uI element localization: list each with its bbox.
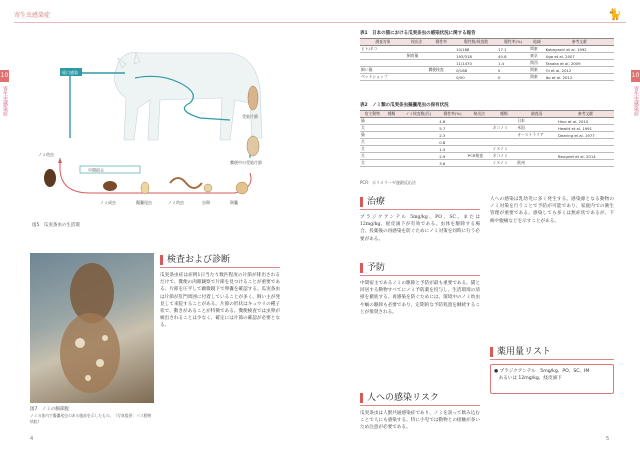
table2-cell (492, 118, 517, 125)
table1-header-cell: 陽性数/検査数 (455, 39, 497, 46)
segment-feces-label: 糞便中の受胎片節 (230, 160, 262, 165)
table2-cell (467, 139, 492, 146)
figure5-caption: 図5 瓜実条虫の生活環 (32, 223, 80, 228)
table2-cell: ネコノミ (492, 153, 517, 160)
table2-cell (516, 146, 557, 153)
table1-cell (427, 60, 455, 67)
chapter-tab-right: 10 (631, 70, 640, 82)
table2-cell: PCR検査 (467, 153, 492, 160)
drug-list-box (490, 364, 614, 394)
diagnosis-heading: 検査および診断 (160, 254, 280, 268)
table1-cell (406, 74, 428, 81)
table2-cell: イヌノミ (492, 146, 517, 153)
table2-cell (385, 125, 399, 132)
table2-cell (557, 139, 614, 146)
table2-cell (467, 132, 492, 139)
table2-cell (398, 139, 438, 146)
table2-cell (516, 153, 557, 160)
table1-cell: Kobayashi et al. 1992 (545, 46, 614, 53)
table1-cell: Ito et al. 2012 (545, 74, 614, 81)
drug-list-item-2: あるいは 12mg/kg、経皮滴下 (494, 376, 562, 382)
table2-cell: Hino et al. 2010 (557, 118, 614, 125)
table1-row (360, 67, 614, 74)
chapter-tab-left: 10 (0, 70, 9, 82)
treatment-text: プラジクアンテル 5mg/kg、PO、SC。または12mg/kg、経皮滴下が有効である。虫体を駆除する場合、投薬後の再感染を防ぐためにノミ対策を同時に行う必要がある。 (360, 215, 480, 242)
running-header: 寄生虫感染症 (14, 12, 51, 19)
table2-cell: 犬 (360, 160, 385, 167)
table2-cell (385, 139, 399, 146)
flea-photo (30, 253, 154, 403)
table2-cell: 5.7 (438, 125, 467, 132)
table2-cell (385, 160, 399, 167)
table2-cell: ネコノミ (492, 125, 517, 132)
table2-cell: 日本 (516, 118, 557, 125)
table2-cell: 2.3 (438, 132, 467, 139)
table1-cell: Oi et al. 2012 (545, 67, 614, 74)
table1-cell (427, 46, 455, 53)
table2-cell: Dearing et al. 1977 (557, 132, 614, 139)
drug-list-heading: 薬用量リスト (490, 346, 614, 360)
table1-cell: 飼い猫 (360, 67, 406, 74)
proglottid-label: 受胎片節 (242, 114, 258, 119)
table2-note: PCR：ポリメラーゼ連鎖反応法 (360, 180, 416, 185)
table2-cell: 犬 (360, 125, 385, 132)
table1-cell (406, 67, 428, 74)
table1-cell: 11/1470 (455, 60, 497, 67)
prevention-heading: 予防 (360, 262, 480, 276)
lifecycle-figure (30, 28, 280, 218)
right-column-text: 人への感染は乳幼児に多く発生する。感染源となる動物のノミ対策を行うことで予防が可能であり、家庭内での衛生管理が重要である。感染しても多くは無症状であるが、下痢や腹痛などを示すことがある。 (490, 197, 614, 224)
flea-adult-label: ノミ成虫 (100, 200, 116, 205)
chapter-title-right: 寄生虫感染症 (633, 86, 639, 116)
drug-list-item-1: ● プラジクアンテル 5mg/kg、PO、SC、IM (494, 369, 590, 374)
table1-row (360, 53, 614, 60)
table1-row (360, 60, 614, 67)
table2-cell: 猫 (360, 118, 385, 125)
cysticercoid-drawing (141, 182, 149, 194)
egg-packet-drawing (236, 182, 248, 194)
flea-drawing (44, 169, 56, 187)
table1-cell: 関西 (529, 60, 544, 67)
page-number-left: 4 (30, 436, 34, 442)
egg-label: 虫卵 (202, 200, 210, 205)
table2-cell (398, 118, 438, 125)
table1-cell: 関東 (529, 46, 544, 53)
table1-header-cell: 陽性率 (427, 39, 455, 46)
table2-cell (467, 125, 492, 132)
cat-icon: 🐈 (608, 8, 622, 21)
table2-cell (385, 118, 399, 125)
segment-in-feces-drawing (247, 136, 259, 156)
table2-cell: 1.5 (438, 146, 467, 153)
table1-cell: 東京 (529, 53, 544, 60)
table1-cell (406, 60, 428, 67)
table1-caption: 表1 日本の猫における瓜実条虫の感染状況に関する報告 (360, 31, 476, 36)
table1-cell: Uga et al. 2007 (545, 53, 614, 60)
table1-cell: 0 (497, 67, 529, 74)
flea-larva-label: ノミ幼虫 (38, 152, 54, 157)
table2-cell (516, 139, 557, 146)
figure7-subcaption: ノミの体内で擬嚢尾虫のある腹部を示したもの。（写真提供：パス動物病院） (30, 413, 152, 424)
table2-cell (557, 160, 614, 167)
table2-row (360, 153, 614, 160)
table2-cell: 猫 (360, 132, 385, 139)
flea-adult-drawing (103, 181, 117, 191)
table1-cell (360, 53, 406, 60)
chapter-title-left: 寄生虫感染症 (2, 86, 8, 116)
table2-cell (385, 153, 399, 160)
table1-cell (427, 53, 455, 60)
table2-row (360, 125, 614, 132)
table2-cell: 犬 (360, 153, 385, 160)
table2-cell (467, 160, 492, 167)
table1-cell: 関東 (529, 67, 544, 74)
proglottid-drawing (248, 86, 258, 110)
table1-cell: 17.1 (497, 46, 529, 53)
table1-cell: 0/168 (455, 67, 497, 74)
table2-cell: 犬 (360, 139, 385, 146)
human-risk-text: 瓜実条虫は人獣共通感染症であり、ノミを誤って飲み込むことで人にも感染する。特に小児では動物との接触が多いため注意が必要である。 (360, 411, 480, 431)
table1-cell: 10/168 (455, 46, 497, 53)
table1-cell: 0/50 (455, 74, 497, 81)
larva-label: ノミ幼虫 (168, 200, 184, 205)
table2-header-cell: ノミ検査数(匹) (398, 111, 438, 118)
table2-row (360, 118, 614, 125)
table1-row (360, 74, 614, 81)
svg-text:経口感染: 経口感染 (62, 70, 78, 75)
table1-cell: 1.4 (497, 60, 529, 67)
table2-row (360, 146, 614, 153)
table1-cell (427, 74, 455, 81)
table1-cell: Tanaka et al. 2009 (545, 60, 614, 67)
table2-cell: オーストラリア (516, 132, 557, 139)
page-number-right: 5 (606, 436, 610, 442)
diagnosis-text: 瓜実条虫症は症例1日当たり数匹程度の片節が排出されるだけで、糞便の肉眼観察で片節を見つけることが重要である。片節を圧平して顕微鏡下で卵嚢を確認する。瓜実条虫は片節が肛門周囲に付着していることが多く、飼い主が発見して来院することがある。片節の形状はキュウリの種子状で、動きがあることが特徴である。糞便検査では虫卵が検出されることは少なく、確定には片節の確認が必要となる。 (160, 273, 280, 329)
table2-row (360, 160, 614, 167)
table2-cell (398, 160, 438, 167)
table2-cell (398, 125, 438, 132)
flea-larva-drawing (170, 178, 202, 188)
table1-cell (406, 46, 428, 53)
table1-cell (360, 60, 406, 67)
table2-cell (398, 146, 438, 153)
table2-cell (557, 146, 614, 153)
treatment-heading: 治療 (360, 196, 480, 210)
table2-header-cell: 陽性率(%) (438, 111, 467, 118)
table2-header-cell: 検出法 (467, 111, 492, 118)
intermediate-label: 中間宿主 (88, 167, 104, 173)
table1-header-cell: 参考文献 (545, 39, 614, 46)
table2-caption: 表2 ノミ類の瓜実条虫擬嚢尾虫の保有状況 (360, 103, 449, 108)
table1-cell: 糞便検査 (427, 67, 455, 74)
table2-row (360, 132, 614, 139)
table1-cell: 193/318 (455, 53, 497, 60)
table2-header-cell: 調査国 (516, 111, 557, 118)
table2-cell: 2.9 (438, 153, 467, 160)
table2-row (360, 139, 614, 146)
table1-header-cell: 地域 (529, 39, 544, 46)
table1-cell: 0 (497, 74, 529, 81)
table2-cell (398, 153, 438, 160)
table2-header-cell: 種類 (492, 111, 517, 118)
table2-cell (492, 132, 517, 139)
egg-packet-label: 卵嚢 (230, 200, 238, 205)
table2-cell (398, 132, 438, 139)
table1-cell: 40.8 (497, 53, 529, 60)
figure7-caption: 図7 ノミの胴部腹 (30, 407, 69, 412)
egg-drawing (204, 184, 212, 192)
table1-cell: ペットショップ (360, 74, 406, 81)
table2-header-cell: 種類 (385, 111, 399, 118)
table2-cell: 3.6 (438, 160, 467, 167)
table1-header-cell: 陽性率(%) (497, 39, 529, 46)
table2-cell: 犬 (360, 146, 385, 153)
table2-cell (492, 139, 517, 146)
table2-cell (385, 132, 399, 139)
table1-header-cell: 調査対象 (360, 39, 406, 46)
table2-cell: Hewitt et al. 1991 (557, 125, 614, 132)
table2-cell: Beugnet et al. 2014 (557, 153, 614, 160)
table1-cell: 関東 (529, 74, 544, 81)
table2-cell: 4.8 (438, 118, 467, 125)
table2-header-cell: 宿主動物 (360, 111, 385, 118)
header-divider (14, 22, 626, 23)
table1-header-cell: 検出法 (406, 39, 428, 46)
table2-cell (467, 118, 492, 125)
human-risk-heading: 人への感染リスク (360, 392, 480, 406)
table2-header-cell: 参考文献 (557, 111, 614, 118)
table2 (360, 110, 614, 167)
table2-cell: 0.8 (438, 139, 467, 146)
cysticercoid-label: 擬嚢尾虫 (136, 200, 152, 205)
table1-cell: 飼育猫 (406, 53, 428, 60)
table2-cell: イヌノミ (492, 160, 517, 167)
table2-cell: 欧州 (516, 160, 557, 167)
table2-cell (385, 146, 399, 153)
table1 (360, 38, 614, 81)
table1-cell: ヒト/ネコ (360, 46, 406, 53)
table2-cell (467, 146, 492, 153)
table2-cell: 米国 (516, 125, 557, 132)
table1-row (360, 46, 614, 53)
prevention-text: 中間宿主であるノミの駆除と予防が最も重要である。猫と同居する動物すべてにノミ予防薬を投与し、生活環境の清掃を徹底する。再感染を防ぐためには、環境中のノミ幼虫や蛹の駆除も必要であり、定期的な予防処置を継続することが推奨される。 (360, 281, 480, 315)
